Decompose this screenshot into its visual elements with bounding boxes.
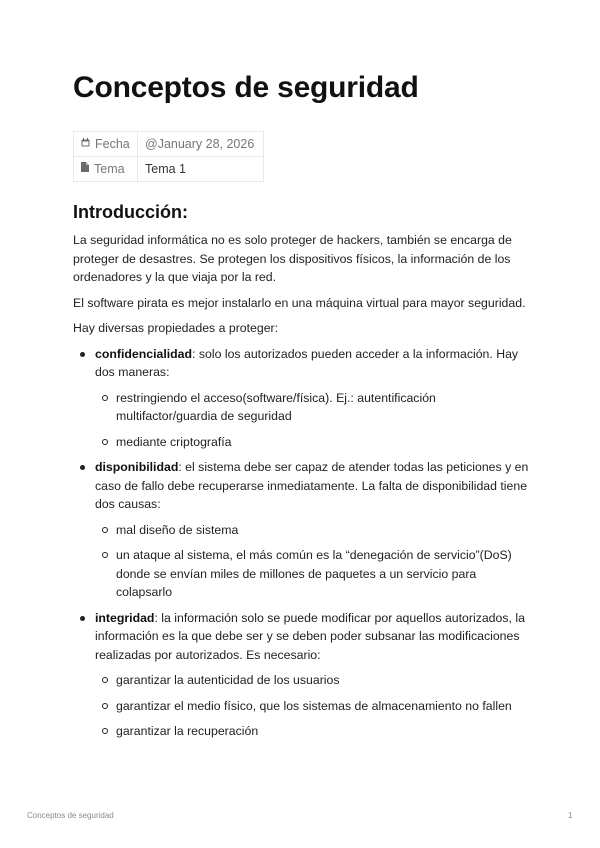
properties-table	[73, 131, 264, 182]
document-body	[73, 231, 533, 748]
sub-list-item: un ataque al sistema, el más común es la “denegación de servicio”(DoS) donde se envían miles de millones de paquetes a un servicio para colapsarlo	[95, 546, 533, 602]
calendar-icon	[81, 136, 90, 150]
paragraph: Hay diversas propiedades a proteger:	[73, 321, 279, 335]
term-description: : solo los autorizados pueden acceder a la información. Hay dos maneras:	[95, 346, 519, 379]
property-key-cell	[74, 157, 138, 182]
document-icon	[81, 161, 89, 175]
property-row-tema	[74, 157, 264, 182]
properties-bullet-list	[73, 345, 533, 741]
section-heading: Introducción:	[73, 202, 188, 222]
sub-list-item: restringiendo el acceso(software/física). Ej.: autentificación multifactor/guardia de seguridad	[95, 389, 533, 426]
term-bold: integridad	[95, 610, 155, 625]
paragraph: El software pirata es mejor instalarlo en una máquina virtual para mayor seguridad.	[73, 295, 526, 310]
property-date-value[interactable]: @January 28, 2026	[138, 132, 264, 157]
list-item	[73, 609, 533, 741]
property-key-label: Fecha	[95, 136, 130, 151]
property-text-value[interactable]: Tema 1	[138, 157, 264, 182]
sub-list	[95, 521, 533, 602]
property-key-cell	[74, 132, 138, 157]
footer-document-title: Conceptos de seguridad	[27, 811, 114, 820]
term-bold: disponibilidad	[95, 460, 179, 474]
sub-list	[95, 389, 533, 452]
list-item	[73, 458, 533, 602]
sub-list-item: garantizar el medio físico, que los sistemas de almacenamiento no fallen	[95, 697, 533, 716]
sub-list-item: mal diseño de sistema	[95, 521, 533, 540]
sub-list-item: mediante criptografía	[95, 433, 533, 452]
sub-list-item: garantizar la autenticidad de los usuarios	[95, 671, 533, 690]
term-description: : el sistema debe ser capaz de atender todas las peticiones y en caso de fallo debe recuperarse inmediatamente. La falta de disponibilidad tiene dos causas:	[95, 460, 529, 511]
property-row-fecha	[74, 132, 264, 157]
term-bold: confidencialidad	[95, 346, 193, 361]
term-description: : la información solo se puede modificar por aquellos autorizados, la información es la que debe ser y se deben poder subsanar las modificaciones realizadas por autorizados. Es necesario:	[95, 610, 525, 662]
paragraph: La seguridad informática no es solo proteger de hackers, también se encarga de proteger de desastres. Se protegen los dispositivos físicos, la información de los ordenadores y la que viaja por la red.	[73, 233, 512, 284]
sub-list	[95, 671, 533, 741]
list-item	[73, 345, 533, 452]
footer-page-number: 1	[568, 811, 573, 820]
property-key-label: Tema	[94, 161, 125, 176]
page-title: Conceptos de seguridad	[73, 71, 419, 104]
sub-list-item: garantizar la recuperación	[95, 722, 533, 741]
